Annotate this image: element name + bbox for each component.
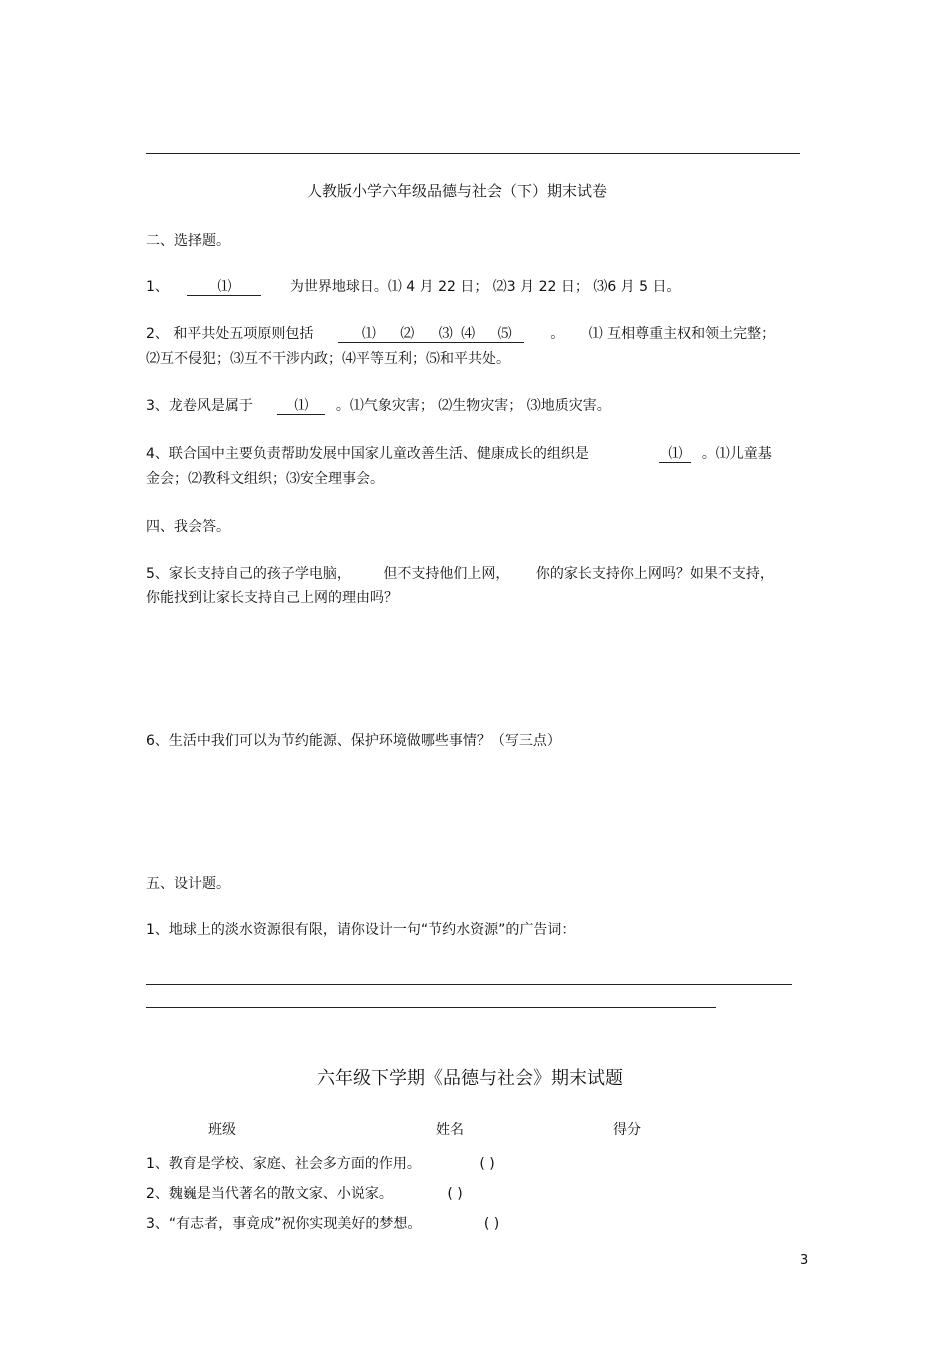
q3-prefix: 3、龙卷风是属于 [146,398,253,414]
question-2 [146,323,775,343]
q2-prefix: 2、 和平共处五项原则包括 [146,326,314,342]
exam-title-2: 六年级下学期《品德与社会》期末试题 [317,1068,623,1089]
q5-part-3: 你的家长支持你上网吗？如果不支持， [535,566,774,582]
question-5-line-2: 你能找到让家长支持自己上网的理由吗？ [146,590,398,606]
question-5 [146,563,774,583]
tf-question-2 [146,1183,463,1203]
class-label: 班级 [208,1122,236,1138]
q2-blank-2: ⑵ [400,326,415,342]
q2-dot: 。 [550,326,565,342]
q1-prefix: 1、 [146,279,169,295]
q2-blank-1: ⑴ [361,326,376,342]
q2-blank-5: ⑸ [497,326,512,342]
q4-text: 。⑴儿童基 [701,446,772,462]
answer-line-1[interactable] [146,984,792,985]
tf-answer-paren[interactable]: ( ) [483,1216,500,1232]
tf-question-1 [146,1153,495,1173]
section-choice-heading: 二、选择题。 [146,233,230,249]
question-6: 6、生活中我们可以为节约能源、保护环境做哪些事情？（写三点） [146,733,561,749]
q4-answer-blank[interactable]: ⑴ [659,446,691,463]
question-4-line-2: 金会；⑵教科文组织；⑶安全理事会。 [146,471,384,487]
q2-blank-3: ⑶ [438,326,453,342]
score-label: 得分 [613,1122,641,1138]
answer-line-2[interactable] [146,1007,716,1008]
q4-prefix: 4、联合国中主要负责帮助发展中国家儿童改善生活、健康成长的组织是 [146,446,589,462]
tf-question-text: 3、“有志者，事竟成”祝你实现美好的梦想。 [146,1216,422,1232]
q2-blank-4: ⑷ [461,326,476,342]
q2-answer-blank[interactable] [338,326,524,343]
question-2-line-2: ⑵互不侵犯；⑶互不干涉内政；⑷平等互利；⑸和平共处。 [146,351,510,367]
q5-part-2: 但不支持他们上网， [383,566,510,582]
section-answer-heading: 四、我会答。 [146,519,230,535]
q1-answer-blank[interactable]: ⑴ [187,279,261,296]
section-design-heading: 五、设计题。 [146,876,230,892]
tf-question-text: 1、教育是学校、家庭、社会多方面的作用。 [146,1156,421,1172]
name-label: 姓名 [436,1122,464,1138]
question-4 [146,443,772,463]
top-rule [146,153,800,154]
page-number: 3 [800,1253,809,1268]
tf-question-text: 2、魏巍是当代著名的散文家、小说家。 [146,1186,393,1202]
q3-answer-blank[interactable]: ⑴ [277,398,325,415]
tf-answer-paren[interactable]: ( ) [479,1156,495,1172]
design-question-1: 1、地球上的淡水资源很有限，请你设计一句“节约水资源”的广告词： [146,922,576,938]
question-1 [146,276,681,296]
exam-title: 人教版小学六年级品德与社会（下）期末试卷 [307,182,608,200]
q1-text: 为世界地球日。⑴ 4 月 22 日； ⑵3 月 22 日； ⑶6 月 5 日。 [289,279,681,295]
tf-answer-paren[interactable]: ( ) [447,1186,463,1202]
q5-part-1: 5、家长支持自己的孩子学电脑， [146,566,351,582]
tf-question-3 [146,1213,499,1233]
q2-text: ⑴ 互相尊重主权和领土完整； [588,326,776,342]
q3-text: 。⑴气象灾害； ⑵生物灾害； ⑶地质灾害。 [335,398,611,414]
question-3 [146,395,611,415]
